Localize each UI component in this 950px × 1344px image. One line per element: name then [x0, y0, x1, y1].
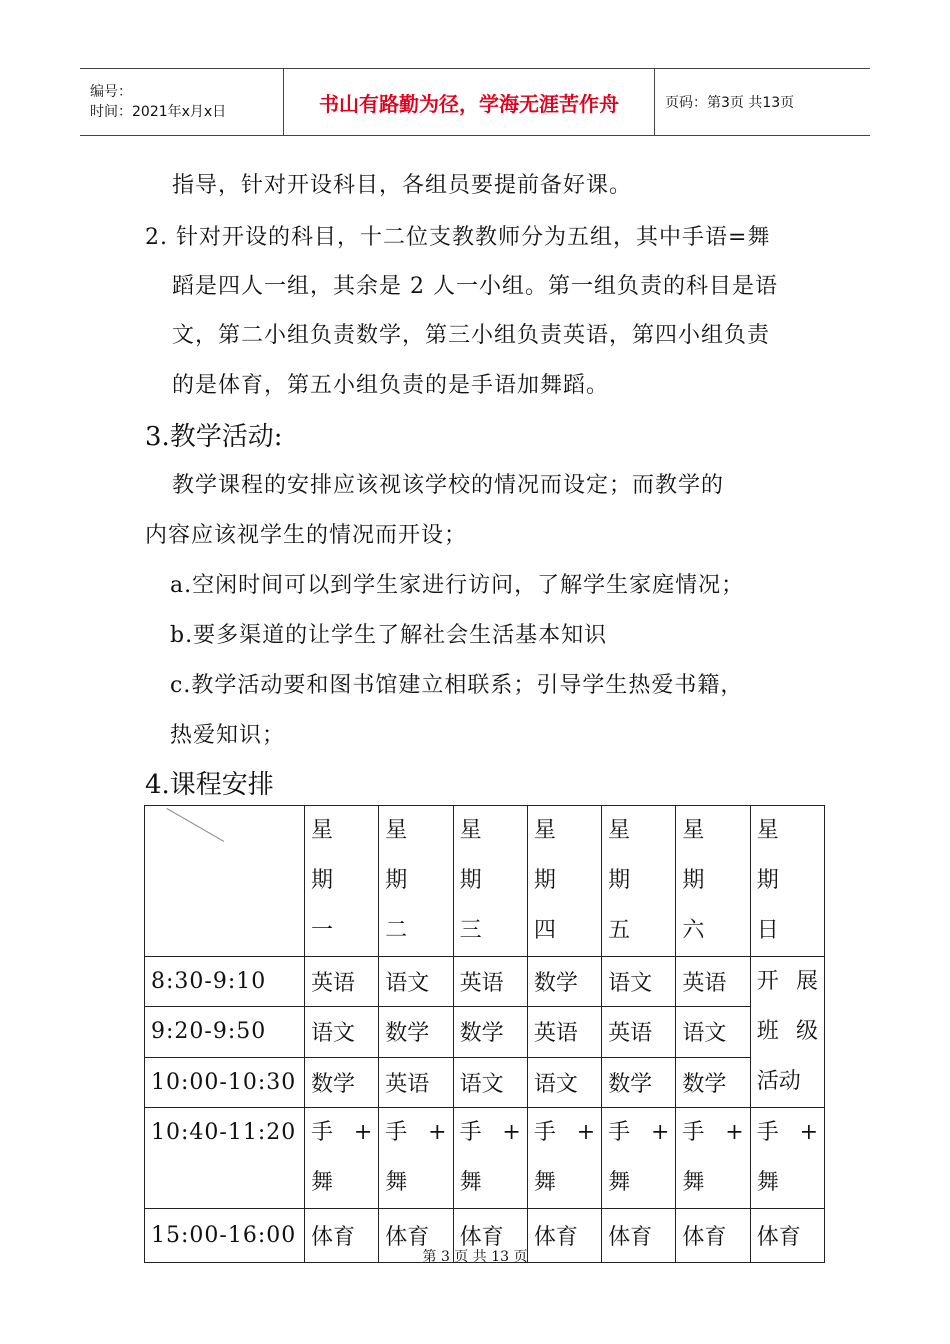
- subject-cell: 体育: [527, 1209, 601, 1263]
- subject-cell: 体育: [379, 1209, 453, 1263]
- body-line: 指导，针对开设科目，各组员要提前备好课。: [172, 173, 633, 198]
- list-item: 热爱知识；: [170, 723, 286, 748]
- body-line: 2. 针对开设的科目，十二位支教教师分为五组，其中手语=舞: [145, 225, 771, 250]
- subject-cell: 体育: [676, 1209, 750, 1263]
- table-row: [145, 1007, 825, 1057]
- header-meta: [80, 69, 283, 135]
- subject-cell: 体育: [750, 1209, 824, 1263]
- hand-dance-cell: 手 + 舞: [676, 1108, 750, 1209]
- header-page: [655, 69, 870, 135]
- time-cell: 8:30-9:10: [145, 957, 305, 1007]
- section-heading: 3.教学活动:: [145, 422, 283, 452]
- hand-dance-cell: 手 + 舞: [750, 1108, 824, 1209]
- subject-cell: 英语: [527, 1007, 601, 1057]
- body-line: 教学课程的安排应该视该学校的情况而设定；而教学的: [172, 473, 725, 498]
- corner-cell: [145, 806, 305, 957]
- subject-cell: 英语: [602, 1007, 676, 1057]
- subject-cell: 英语: [379, 1057, 453, 1107]
- time-cell: 9:20-9:50: [145, 1007, 305, 1057]
- day-header: 星期 三: [453, 806, 527, 957]
- number-label: 编号：: [90, 84, 132, 100]
- hand-dance-cell: 手 + 舞: [305, 1108, 379, 1209]
- page-label: 页码：第3页 共13页: [665, 95, 795, 111]
- subject-cell: 语文: [453, 1057, 527, 1107]
- hand-dance-cell: 手 + 舞: [602, 1108, 676, 1209]
- header-motto: [283, 69, 655, 135]
- subject-cell: 体育: [453, 1209, 527, 1263]
- motto-text: 书山有路勤为径，学海无涯苦作舟: [319, 91, 619, 116]
- time-cell: 15:00-16:00: [145, 1209, 305, 1263]
- day-header: 星期 五: [602, 806, 676, 957]
- date-label: 时间：2021年x月x日: [90, 104, 227, 120]
- list-item: a.空闲时间可以到学生家进行访问，了解学生家庭情况；: [170, 573, 745, 598]
- diagonal-line: [167, 808, 225, 842]
- section-heading: 4.课程安排: [145, 770, 274, 800]
- day-header: 星期 二: [379, 806, 453, 957]
- time-cell: 10:00-10:30: [145, 1057, 305, 1107]
- sunday-activity-cell: 开 展 班 级 活动: [750, 957, 824, 1108]
- subject-cell: 英语: [453, 957, 527, 1007]
- hand-dance-cell: 手 + 舞: [527, 1108, 601, 1209]
- body-line: 文，第二小组负责数学，第三小组负责英语，第四小组负责: [172, 323, 771, 348]
- subject-cell: 数学: [453, 1007, 527, 1057]
- subject-cell: 英语: [676, 957, 750, 1007]
- subject-cell: 英语: [305, 957, 379, 1007]
- time-cell: 10:40-11:20: [145, 1108, 305, 1209]
- table-row: [145, 1108, 825, 1209]
- list-item: b.要多渠道的让学生了解社会生活基本知识: [170, 623, 608, 648]
- body-line: 的是体育，第五小组负责的是手语加舞蹈。: [172, 373, 610, 398]
- day-header: 星期 六: [676, 806, 750, 957]
- subject-cell: 数学: [305, 1057, 379, 1107]
- subject-cell: 语文: [602, 957, 676, 1007]
- subject-cell: 数学: [602, 1057, 676, 1107]
- table-row: [145, 1057, 825, 1107]
- page-header: [80, 68, 870, 136]
- subject-cell: 体育: [305, 1209, 379, 1263]
- day-header: 星期 日: [750, 806, 824, 957]
- table-header-row: [145, 806, 825, 957]
- subject-cell: 数学: [676, 1057, 750, 1107]
- page-footer: 第 3 页 共 13 页: [422, 1249, 528, 1265]
- body-line: 蹈是四人一组，其余是 2 人一小组。第一组负责的科目是语: [172, 274, 778, 299]
- subject-cell: 语文: [527, 1057, 601, 1107]
- subject-cell: 数学: [379, 1007, 453, 1057]
- list-item: c.教学活动要和图书馆建立相联系；引导学生热爱书籍，: [170, 673, 744, 698]
- hand-dance-cell: 手 + 舞: [453, 1108, 527, 1209]
- subject-cell: 体育: [602, 1209, 676, 1263]
- table-row: [145, 957, 825, 1007]
- subject-cell: 数学: [527, 957, 601, 1007]
- day-header: 星期 四: [527, 806, 601, 957]
- subject-cell: 语文: [379, 957, 453, 1007]
- body-line: 内容应该视学生的情况而开设；: [145, 523, 468, 548]
- subject-cell: 语文: [676, 1007, 750, 1057]
- subject-cell: 语文: [305, 1007, 379, 1057]
- hand-dance-cell: 手 + 舞: [379, 1108, 453, 1209]
- schedule-table: [144, 805, 825, 1263]
- day-header: 星期 一: [305, 806, 379, 957]
